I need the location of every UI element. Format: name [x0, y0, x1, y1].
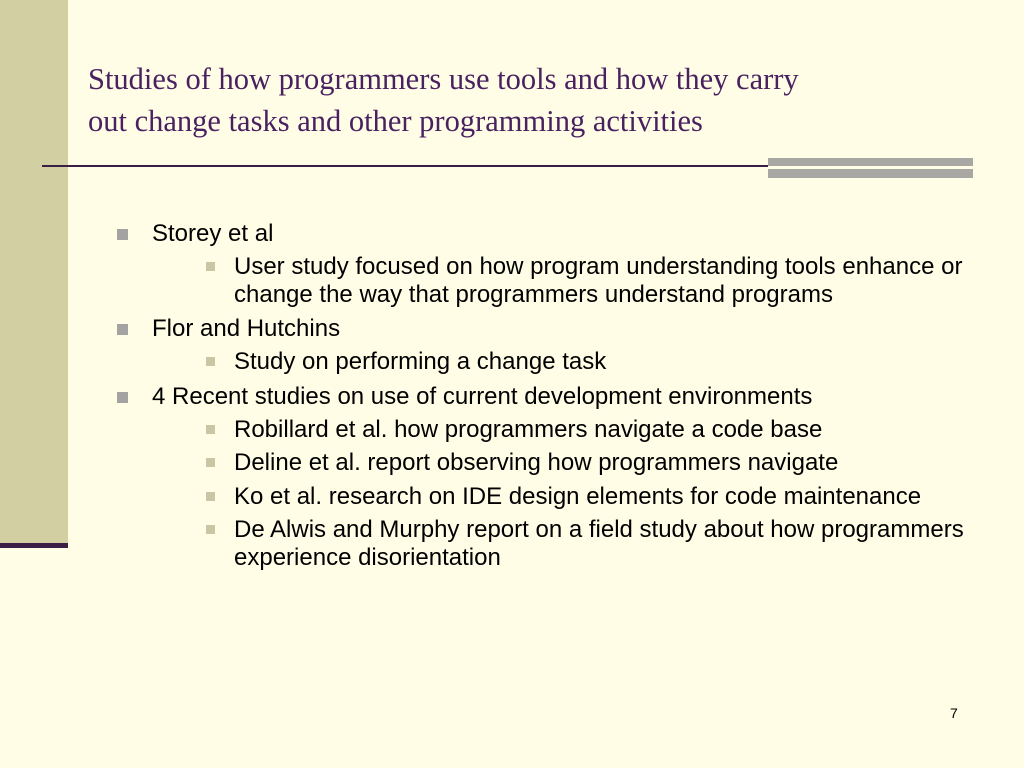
title-divider — [42, 165, 772, 167]
bullet-text: Storey et al — [152, 220, 274, 247]
title-accent-bar — [768, 158, 973, 178]
bullet-item — [115, 219, 975, 308]
square-bullet-icon — [206, 525, 215, 534]
bullet-list — [115, 214, 975, 577]
decorative-side-rule — [0, 543, 68, 548]
sub-bullet-item — [152, 253, 975, 308]
sub-bullet-list — [152, 348, 975, 376]
sub-bullet-text: Deline et al. report observing how programmers navigate — [234, 449, 839, 476]
sub-bullet-list — [152, 253, 975, 308]
square-bullet-icon — [206, 458, 215, 467]
sub-bullet-item — [152, 449, 975, 477]
square-bullet-icon — [117, 392, 128, 403]
sub-bullet-item — [152, 348, 975, 376]
square-bullet-icon — [117, 229, 128, 240]
square-bullet-icon — [206, 357, 215, 366]
sub-bullet-item — [152, 483, 975, 511]
bullet-item — [115, 382, 975, 572]
square-bullet-icon — [206, 492, 215, 501]
sub-bullet-list — [152, 416, 975, 572]
square-bullet-icon — [117, 324, 128, 335]
decorative-side-band — [0, 0, 68, 548]
slide-title — [88, 58, 968, 142]
bullet-item — [115, 314, 975, 376]
sub-bullet-text: Robillard et al. how programmers navigate a code base — [234, 415, 823, 443]
sub-bullet-text: Ko et al. research on IDE design elements for code maintenance — [234, 482, 922, 510]
sub-bullet-item — [152, 516, 975, 571]
title-line: out change tasks and other programming activities — [88, 104, 703, 138]
title-line: Studies of how programmers use tools and how they carry — [88, 62, 799, 96]
bullet-text: 4 Recent studies on use of current development environments — [152, 382, 813, 410]
sub-bullet-text: De Alwis and Murphy report on a field study about how programmers experience disorientation — [234, 516, 964, 571]
square-bullet-icon — [206, 425, 215, 434]
page-number: 7 — [950, 705, 958, 721]
square-bullet-icon — [206, 262, 215, 271]
sub-bullet-text: User study focused on how program understanding tools enhance or change the way that programmers understand programs — [234, 253, 963, 308]
sub-bullet-text: Study on performing a change task — [234, 348, 607, 375]
sub-bullet-item — [152, 416, 975, 444]
bullet-text: Flor and Hutchins — [152, 315, 341, 342]
